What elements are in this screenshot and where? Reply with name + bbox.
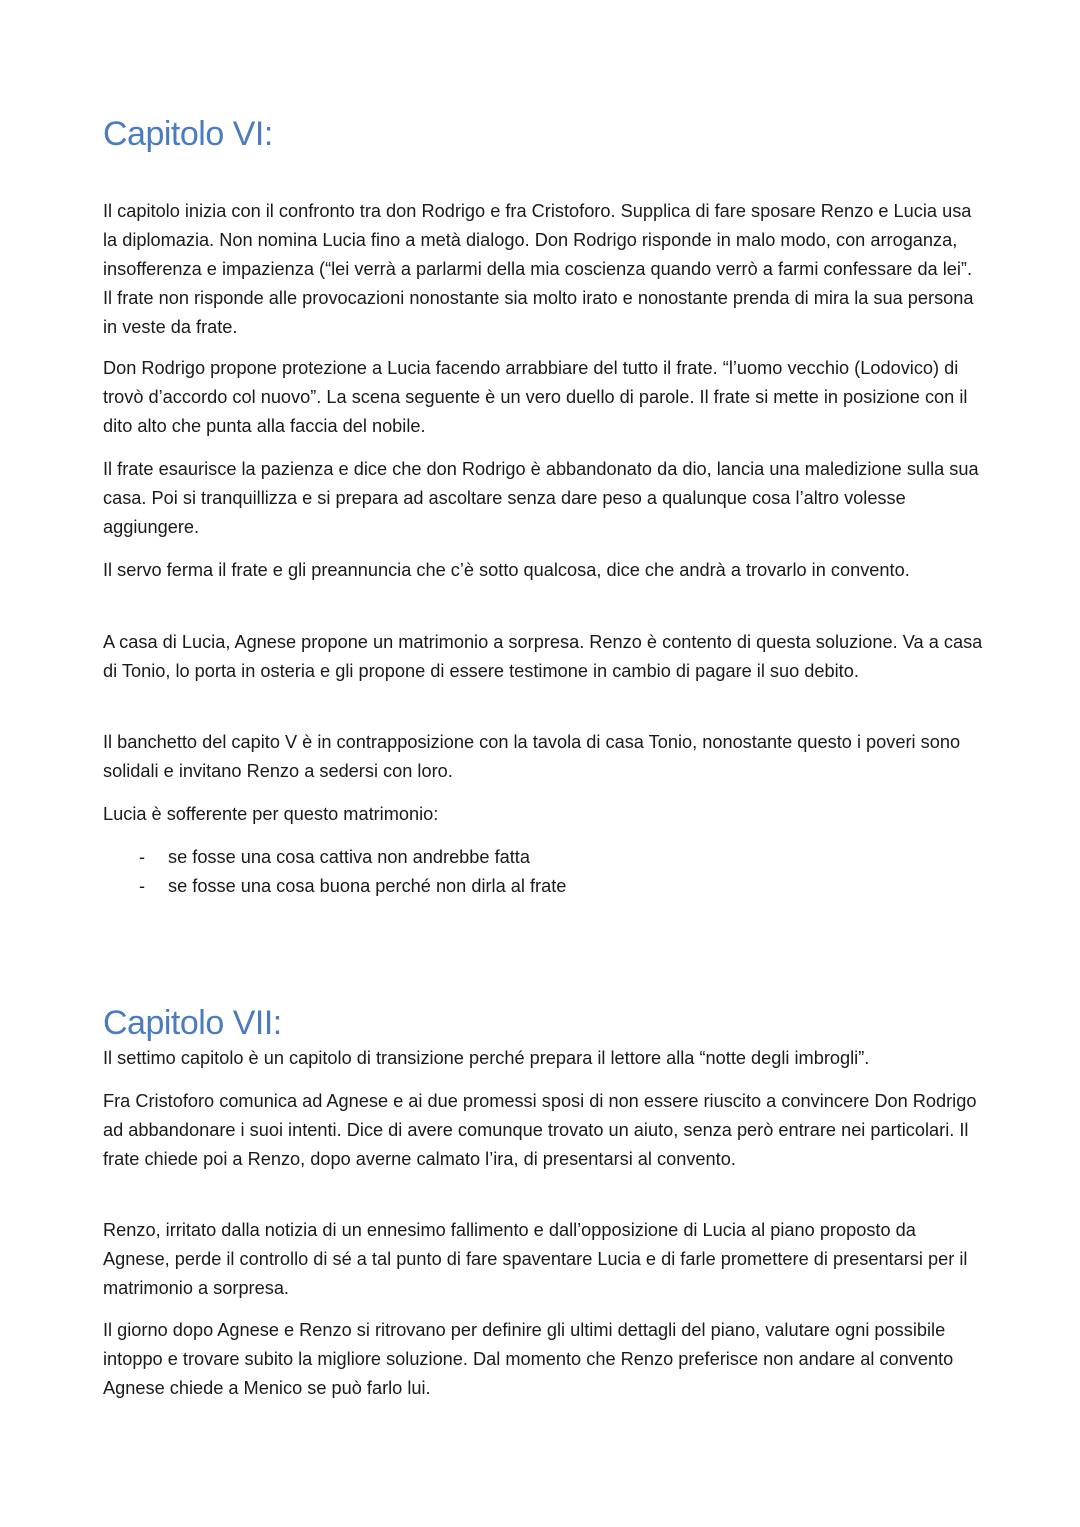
chapter-6-paragraph-3: Il frate esaurisce la pazienza e dice che don Rodrigo è abbandonato da dio, lancia una maledizione sulla sua casa. Poi si tranquillizza e si prepara ad ascoltare senza dare peso a qualunque cosa l’altro volesse aggiungere. xyxy=(103,459,979,537)
list-item xyxy=(103,872,983,901)
chapter-6-paragraph-4: Il servo ferma il frate e gli preannuncia che c’è sotto qualcosa, dice che andrà a trovarlo in convento. xyxy=(103,560,910,580)
chapter-6-paragraph-5: A casa di Lucia, Agnese propone un matrimonio a sorpresa. Renzo è contento di questa soluzione. Va a casa di Tonio, lo porta in osteria e gli propone di essere testimone in cambio di pagare il suo debito. xyxy=(103,632,983,681)
chapter-7-paragraph-3: Renzo, irritato dalla notizia di un ennesimo fallimento e dall’opposizione di Lucia al piano proposto da Agnese, perde il controllo di sé a tal punto di fare spaventare Lucia e di farle promettere di presentarsi per il matrimonio a sorpresa. xyxy=(103,1220,968,1298)
chapter-7-paragraph-4: Il giorno dopo Agnese e Renzo si ritrovano per definire gli ultimi dettagli del piano, valutare ogni possibile intoppo e trovare subito la migliore soluzione. Dal momento che Renzo preferisce non andare al convento Agnese chiede a Menico se può farlo lui. xyxy=(103,1320,954,1398)
chapter-7-paragraph-2: Fra Cristoforo comunica ad Agnese e ai due promessi sposi di non essere riuscito a convincere Don Rodrigo ad abbandonare i suoi intenti. Dice di avere comunque trovato un aiuto, senza però entrare nei particolari. Il frate chiede poi a Renzo, dopo averne calmato l’ira, di presentarsi al convento. xyxy=(103,1091,977,1169)
chapter-7-heading: Capitolo VII: xyxy=(103,1004,282,1042)
chapter-6-paragraph-7: Lucia è sofferente per questo matrimonio: xyxy=(103,804,439,824)
chapter-6-paragraph-2: Don Rodrigo propone protezione a Lucia facendo arrabbiare del tutto il frate. “l’uomo vecchio (Lodovico) di trovò d’accordo col nuovo”. La scena seguente è un vero duello di parole. Il frate si mette in posizione con il dito alto che punta alla faccia del nobile. xyxy=(103,358,968,436)
chapter-6-bullet-list xyxy=(103,843,983,901)
bullet-dash: - xyxy=(139,876,146,896)
bullet-dash: - xyxy=(139,847,146,867)
list-item xyxy=(103,843,983,872)
chapter-6-paragraph-1: Il capitolo inizia con il confronto tra don Rodrigo e fra Cristoforo. Supplica di fare sposare Renzo e Lucia usa la diplomazia. Non nomina Lucia fino a metà dialogo. Don Rodrigo risponde in malo modo, con arroganza, insofferenza e impazienza (“lei verrà a parlarmi della mia coscienza quando verrò a farmi confessare da lei”. Il frate non risponde alle provocazioni nonostante sia molto irato e nonostante prenda di mira la sua persona in veste da frate. xyxy=(103,201,974,337)
chapter-6-paragraph-6: Il banchetto del capito V è in contrapposizione con la tavola di casa Tonio, nonostante questo i poveri sono solidali e invitano Renzo a sedersi con loro. xyxy=(103,732,961,781)
bullet-text: se fosse una cosa buona perché non dirla al frate xyxy=(168,876,567,896)
bullet-text: se fosse una cosa cattiva non andrebbe fatta xyxy=(168,847,530,867)
chapter-7-paragraph-1: Il settimo capitolo è un capitolo di transizione perché prepara il lettore alla “notte degli imbrogli”. xyxy=(103,1048,870,1068)
chapter-6-heading: Capitolo VI: xyxy=(103,115,273,153)
